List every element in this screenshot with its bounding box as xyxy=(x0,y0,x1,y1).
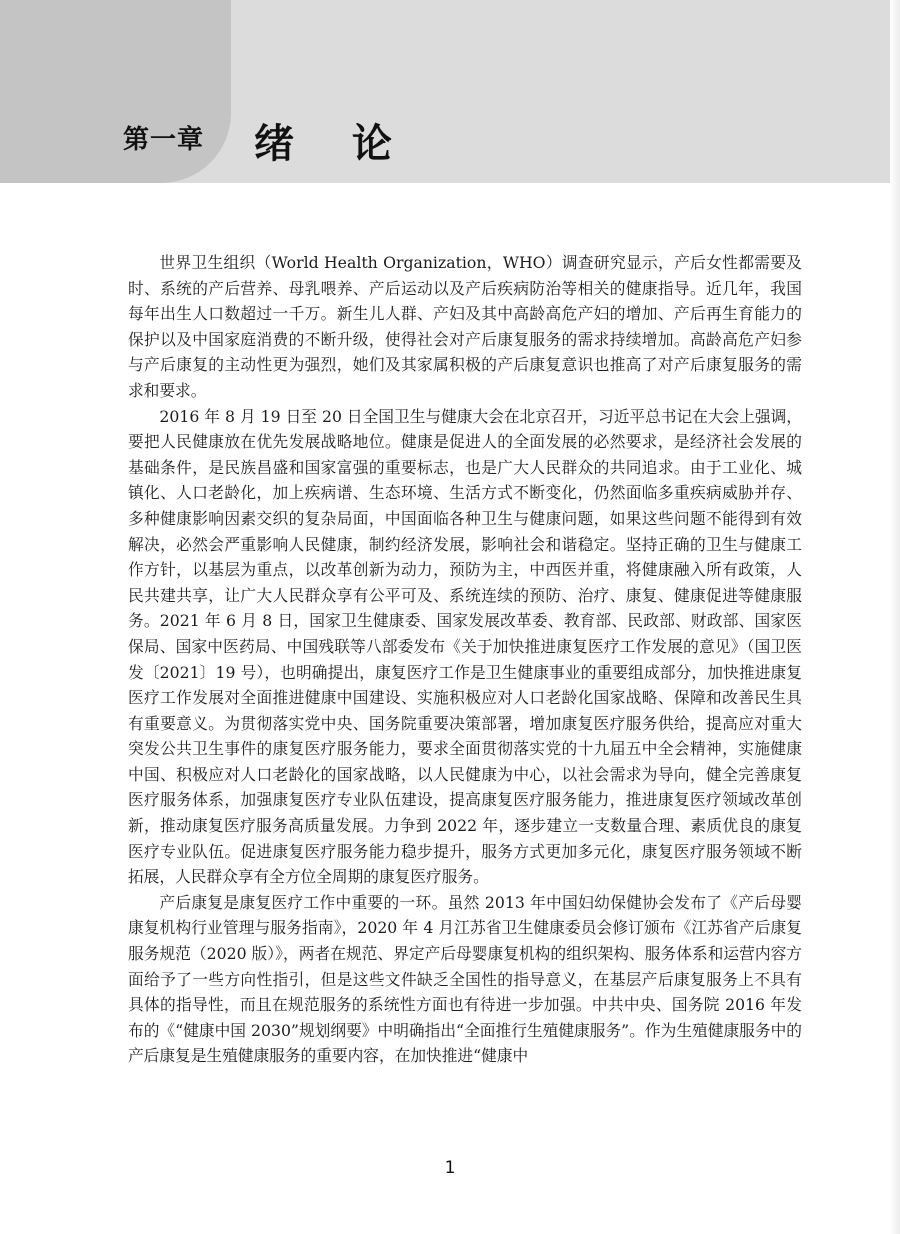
paragraph: 2016 年 8 月 19 日至 20 日全国卫生与健康大会在北京召开，习近平总书记在大会上强调，要把人民健康放在优先发展战略地位。健康是促进人的全面发展的必然要求，是经济社会发展的基础条件，是民族昌盛和国家富强的重要标志，也是广大人民群众的共同追求。由于工业化、城镇化、人口老龄化，加上疾病谱、生态环境、生活方式不断变化，仍然面临多重疾病威胁并存、多种健康影响因素交织的复杂局面，中国面临各种卫生与健康问题，如果这些问题不能得到有效解决，必然会严重影响人民健康，制约经济发展，影响社会和谐稳定。坚持正确的卫生与健康工作方针，以基层为重点，以改革创新为动力，预防为主，中西医并重，将健康融入所有政策，人民共建共享，让广大人民群众享有公平可及、系统连续的预防、治疗、康复、健康促进等健康服务。2021 年 6 月 8 日，国家卫生健康委、国家发展改革委、教育部、民政部、财政部、国家医保局、国家中医药局、中国残联等八部委发布《关于加快推进康复医疗工作发展的意见》（国卫医发〔2021〕19 号），也明确提出，康复医疗工作是卫生健康事业的重要组成部分，加快推进康复医疗工作发展对全面推进健康中国建设、实施积极应对人口老龄化国家战略、保障和改善民生具有重要意义。为贯彻落实党中央、国务院重要决策部署，增加康复医疗服务供给，提高应对重大突发公共卫生事件的康复医疗服务能力，要求全面贯彻落实党的十九届五中全会精神，实施健康中国、积极应对人口老龄化的国家战略，以人民健康为中心，以社会需求为导向，健全完善康复医疗服务体系，加强康复医疗专业队伍建设，提高康复医疗服务能力，推进康复医疗领域改革创新，推动康复医疗服务高质量发展。力争到 2022 年，逐步建立一支数量合理、素质优良的康复医疗专业队伍。促进康复医疗服务能力稳步提升，服务方式更加多元化，康复医疗服务领域不断拓展，人民群众享有全方位全周期的康复医疗服务。 xyxy=(128,406,802,887)
page-number: 1 xyxy=(444,1158,456,1178)
paragraph: 产后康复是康复医疗工作中重要的一环。虽然 2013 年中国妇幼保健协会发布了《产后母婴康复机构行业管理与服务指南》，2020 年 4 月江苏省卫生健康委员会修订颁布《江苏省产后康复服务规范（2020 版）》，两者在规范、界定产后母婴康复机构的组织架构、服务体系和运营内容方面给予了一些方向性指引，但是这些文件缺乏全国性的指导意义，在基层产后康复服务上不具有具体的指导性，而且在规范服务的系统性方面也有待进一步加强。中共中央、国务院 2016 年发布的《“健康中国 2030”规划纲要》中明确指出“全面推行生殖健康服务”。作为生殖健康服务中的产后康复是生殖健康服务的重要内容，在加快推进“健康中 xyxy=(128,892,802,1066)
page-edge-shadow xyxy=(890,0,900,1234)
body-text xyxy=(128,250,802,1069)
paragraph: 世界卫生组织（World Health Organization，WHO）调查研究显示，产后女性都需要及时、系统的产后营养、母乳喂养、产后运动以及产后疾病防治等相关的健康指导。近几年，我国每年出生人口数超过一千万。新生儿人群、产妇及其中高龄高危产妇的增加、产后再生育能力的保护以及中国家庭消费的不断升级，使得社会对产后康复服务的需求持续增加。高龄高危产妇参与产后康复的主动性更为强烈，她们及其家属积极的产后康复意识也推高了对产后康复服务的需求和要求。 xyxy=(128,253,802,400)
chapter-title: 绪 论 xyxy=(254,121,414,167)
chapter-label: 第一章 xyxy=(123,125,205,155)
